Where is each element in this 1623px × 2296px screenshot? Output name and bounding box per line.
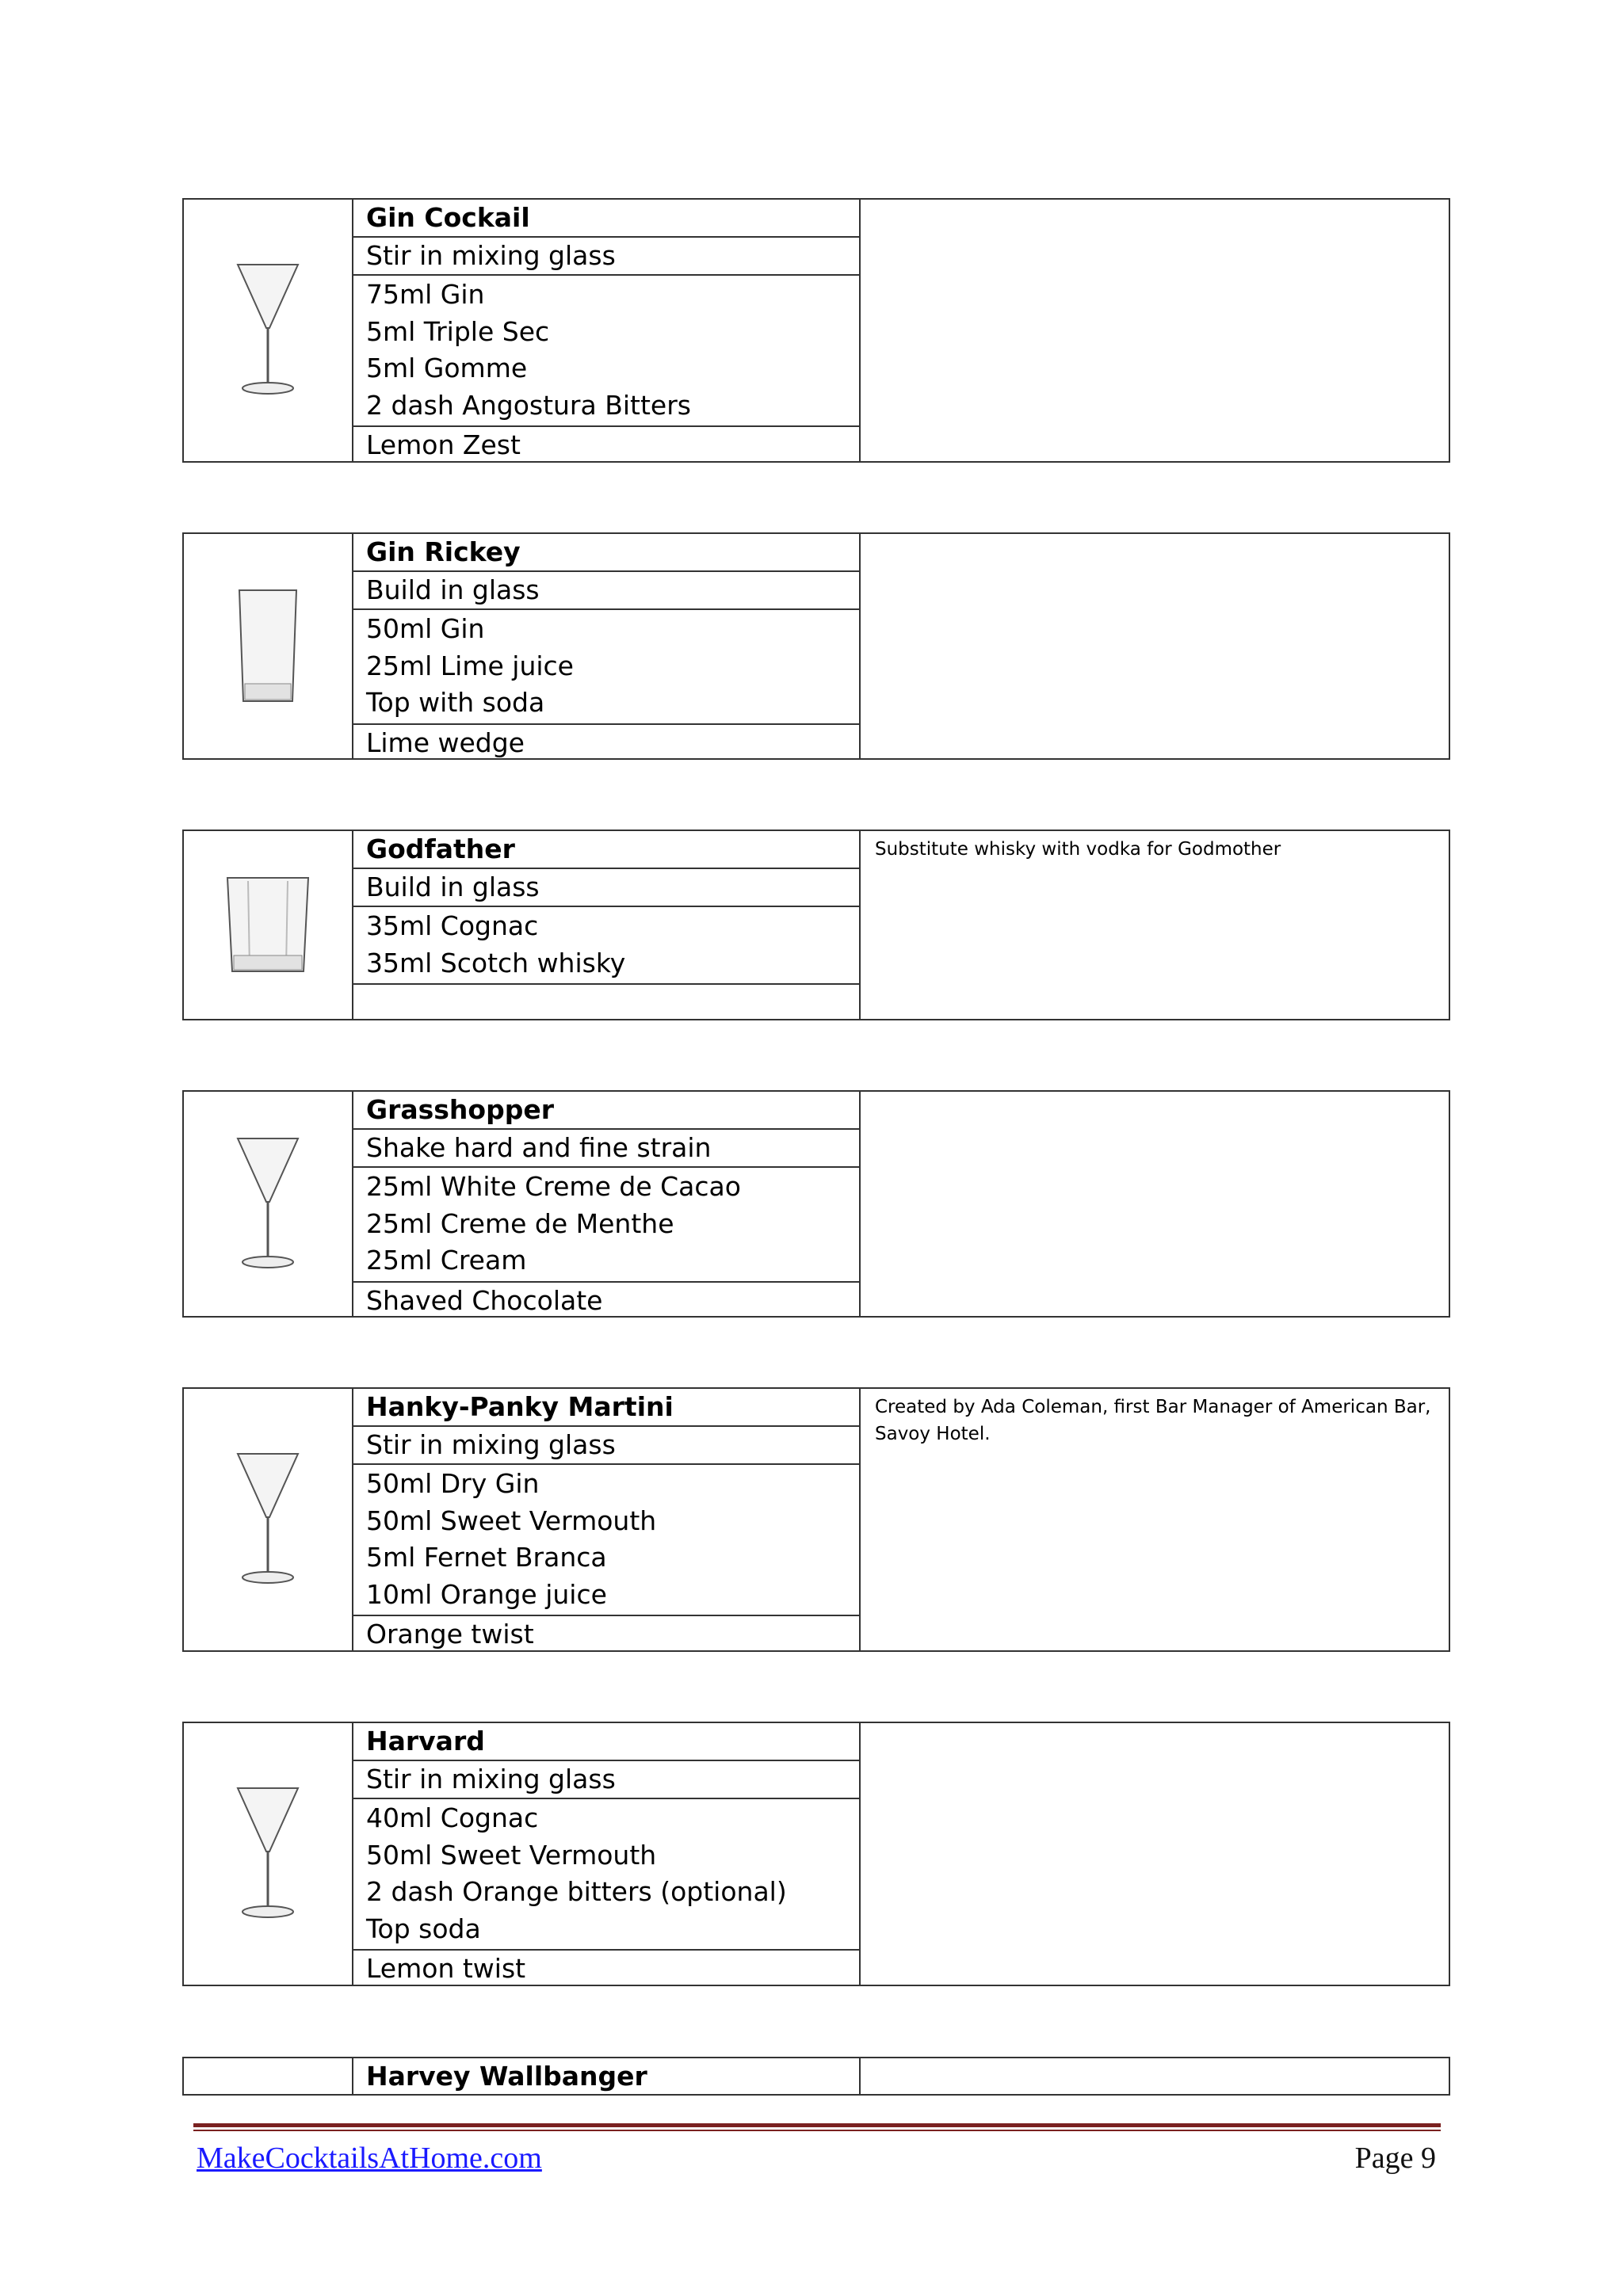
footer-rule-thin <box>193 2130 1441 2131</box>
recipe-ingredients <box>353 276 859 427</box>
recipe-method: Stir in mixing glass <box>353 1761 859 1799</box>
recipe-card <box>182 2057 1450 2096</box>
recipe-card <box>182 1090 1450 1318</box>
recipe-ingredients <box>353 610 859 725</box>
martini-glass-icon <box>236 1787 300 1921</box>
ingredient: Top with soda <box>366 687 545 718</box>
glass-cell <box>184 200 353 461</box>
recipe-info <box>353 200 861 461</box>
recipe-method: Shake hard and fine strain <box>353 1130 859 1168</box>
recipe-ingredients <box>353 1168 859 1283</box>
rocks-glass-icon <box>224 876 311 974</box>
recipe-method: Build in glass <box>353 572 859 610</box>
recipe-name: Hanky-Panky Martini <box>353 1389 859 1427</box>
recipe-card <box>182 830 1450 1020</box>
ingredient: 35ml Scotch whisky <box>366 947 626 978</box>
recipe-note <box>861 1723 1449 1985</box>
recipe-name: Gin Cockail <box>353 200 859 238</box>
glass-cell <box>184 534 353 758</box>
site-link[interactable]: MakeCocktailsAtHome.com <box>197 2142 542 2175</box>
recipe-name: Harvard <box>353 1723 859 1761</box>
recipe-card <box>182 1722 1450 1986</box>
ingredient: 40ml Cognac <box>366 1802 539 1833</box>
glass-cell <box>184 831 353 1019</box>
recipe-name: Grasshopper <box>353 1092 859 1130</box>
recipe-note: Substitute whisky with vodka for Godmother <box>875 839 1281 860</box>
recipe-garnish: Shaved Chocolate <box>366 1284 603 1316</box>
martini-glass-icon <box>236 1137 300 1272</box>
recipe-info <box>353 1723 861 1985</box>
ingredient: 2 dash Orange bitters (optional) <box>366 1876 787 1907</box>
recipe-name: Gin Rickey <box>353 534 859 572</box>
glass-cell <box>184 1723 353 1985</box>
recipe-garnish <box>353 985 859 1019</box>
recipe-name: Harvey Wallbanger <box>366 2061 647 2092</box>
ingredient: Top soda <box>366 1913 481 1944</box>
glass-cell <box>184 1092 353 1316</box>
martini-glass-icon <box>236 263 300 398</box>
recipe-info <box>353 534 861 758</box>
ingredient: 50ml Sweet Vermouth <box>366 1839 657 1871</box>
ingredient: 50ml Gin <box>366 613 485 644</box>
ingredient: 35ml Cognac <box>366 910 539 941</box>
glass-cell <box>184 2058 353 2094</box>
ingredient: 50ml Dry Gin <box>366 1468 540 1499</box>
recipe-method: Stir in mixing glass <box>353 238 859 276</box>
recipe-method: Build in glass <box>353 869 859 907</box>
ingredient: 25ml White Creme de Cacao <box>366 1171 741 1202</box>
recipe-ingredients <box>353 907 859 985</box>
recipe-ingredients <box>353 1799 859 1951</box>
recipe-method: Stir in mixing glass <box>353 1427 859 1465</box>
recipe-note: Created by Ada Coleman, first Bar Manager of American Bar, Savoy Hotel. <box>875 1397 1431 1444</box>
ingredient: 5ml Gomme <box>366 353 528 383</box>
recipe-name: Godfather <box>353 831 859 869</box>
martini-glass-icon <box>236 1452 300 1587</box>
recipe-ingredients <box>353 1465 859 1616</box>
ingredient: 25ml Lime juice <box>366 650 574 681</box>
recipe-garnish: Orange twist <box>366 1619 534 1650</box>
ingredient: 25ml Cream <box>366 1245 527 1276</box>
footer-rule <box>193 2123 1441 2127</box>
ingredient: 2 dash Angostura Bitters <box>366 389 691 421</box>
ingredient: 75ml Gin <box>366 279 485 310</box>
recipe-info <box>353 1389 861 1650</box>
glass-cell <box>184 1389 353 1650</box>
ingredient: 5ml Fernet Branca <box>366 1542 607 1573</box>
highball-glass-icon <box>236 589 300 704</box>
recipe-garnish: Lemon Zest <box>366 429 521 460</box>
page-number: Page 9 <box>1354 2142 1436 2175</box>
recipe-card <box>182 1387 1450 1652</box>
recipe-garnish: Lemon twist <box>366 1953 526 1984</box>
recipe-note <box>861 534 1449 758</box>
recipe-note <box>861 200 1449 461</box>
ingredient: 25ml Creme de Menthe <box>366 1207 674 1239</box>
recipe-note <box>861 2058 1449 2094</box>
recipe-info <box>353 831 861 1019</box>
recipe-garnish: Lime wedge <box>366 727 525 758</box>
recipe-note <box>861 1092 1449 1316</box>
recipe-info <box>353 2058 861 2094</box>
recipe-card <box>182 198 1450 463</box>
ingredient: 50ml Sweet Vermouth <box>366 1505 657 1536</box>
recipe-info <box>353 1092 861 1316</box>
ingredient: 5ml Triple Sec <box>366 315 550 347</box>
recipe-card <box>182 532 1450 760</box>
ingredient: 10ml Orange juice <box>366 1578 607 1610</box>
